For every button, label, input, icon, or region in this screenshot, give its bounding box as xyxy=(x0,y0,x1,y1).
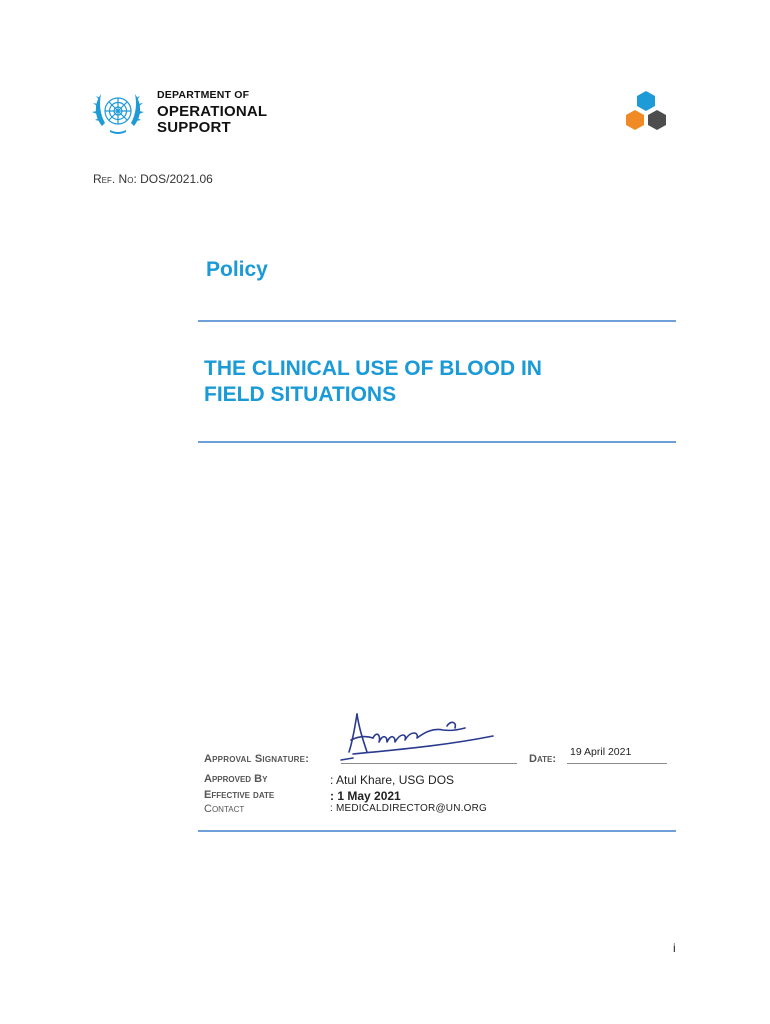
signature-line xyxy=(341,763,517,764)
reference-label: Ref. No: xyxy=(93,172,137,186)
department-line-3: SUPPORT xyxy=(157,118,231,136)
document-title-line-2: FIELD SITUATIONS xyxy=(204,383,397,406)
hexagon-cluster-logo xyxy=(622,90,670,136)
effective-date-label: Effective date xyxy=(204,789,275,801)
department-line-1: DEPARTMENT OF xyxy=(157,89,250,101)
document-title-line-1: THE CLINICAL USE OF BLOOD IN xyxy=(204,357,542,380)
approved-by-value: : Atul Khare, USG DOS xyxy=(330,773,455,787)
page-number: i xyxy=(673,941,676,955)
date-value: 19 April 2021 xyxy=(570,746,632,758)
reference-value: DOS/2021.06 xyxy=(140,172,213,186)
date-line xyxy=(567,763,667,764)
department-line-2: OPERATIONAL xyxy=(157,102,268,120)
un-emblem-logo xyxy=(92,86,144,136)
divider-top xyxy=(198,320,676,322)
date-label: Date: xyxy=(529,753,557,765)
document-title xyxy=(204,356,664,408)
contact-label: Contact xyxy=(204,803,245,815)
document-type: Policy xyxy=(206,258,268,281)
effective-date-value: : 1 May 2021 xyxy=(330,789,401,803)
contact-email[interactable]: : MEDICALDIRECTOR@UN.ORG xyxy=(330,803,488,814)
reference-number xyxy=(93,172,213,186)
handwritten-signature xyxy=(333,706,508,764)
approved-by-label: Approved By xyxy=(204,773,268,785)
divider-middle xyxy=(198,441,676,443)
divider-bottom xyxy=(198,830,676,832)
department-wordmark xyxy=(157,90,267,135)
approval-signature-label: Approval Signature: xyxy=(204,753,310,765)
